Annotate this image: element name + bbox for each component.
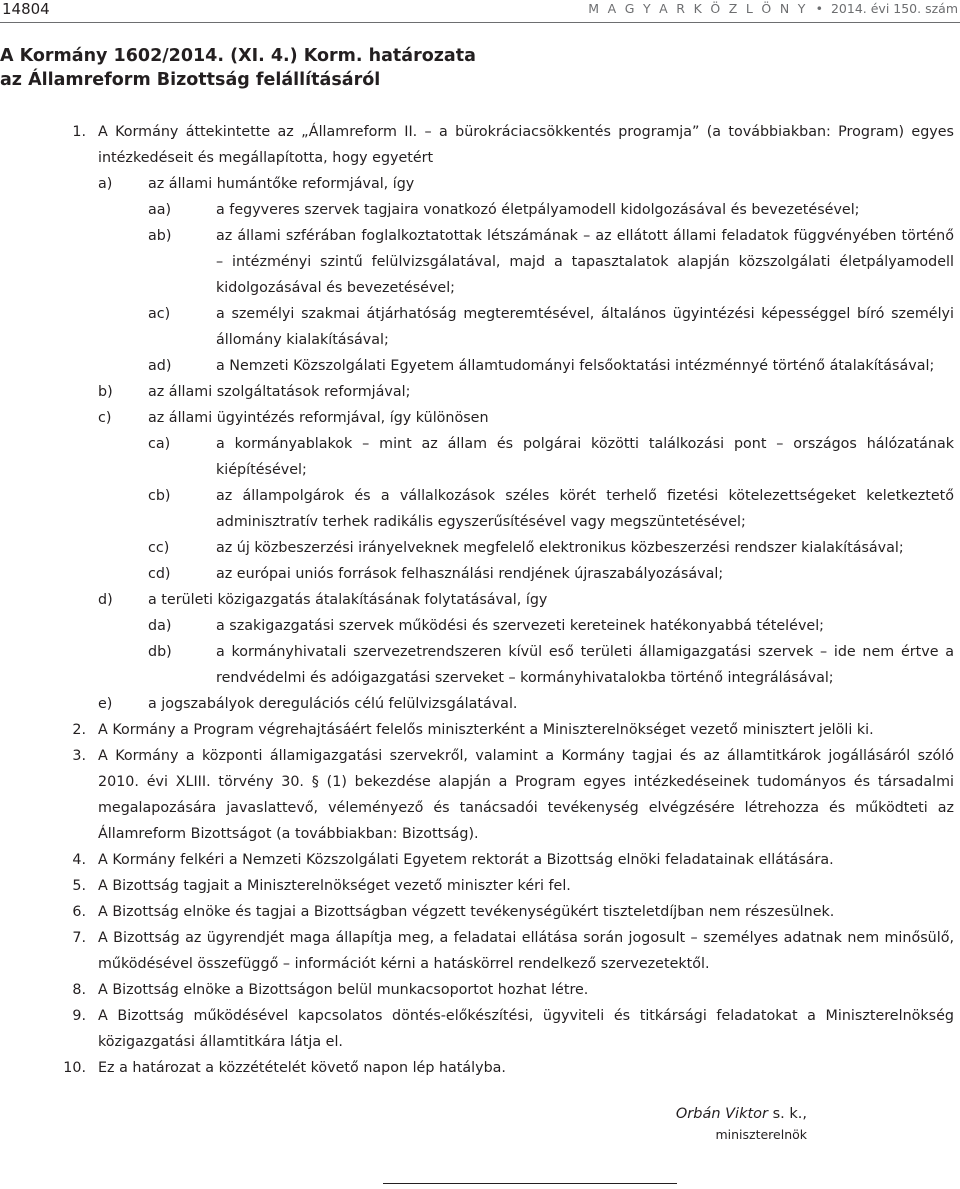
signature-block <box>676 1102 807 1144</box>
point-1 <box>0 119 954 171</box>
subpoint-cc <box>0 535 954 561</box>
point-text: A Kormány a központi államigazgatási szervekről, valamint a Kormány tagjai és az államtitkárok jogállásáról szóló 2010. évi XLIII. törvény 30. § (1) bekezdése alapján a Program egyes intézkedéseinek tudományos és társadalmi megalapozására javaslattevő, véleményező és tanácsadói tevékenység elvégzésére létrehozza és működteti az Államreform Bizottságot (a továbbiakban: Bizottság). <box>98 748 954 842</box>
subpoint-text: a kormányhivatali szervezetrendszeren kívül eső területi államigazgatási szervek – ide nem értve a rendvédelmi és adóigazgatási szerveket – kormányhivatalokba történő integrálásával; <box>216 644 954 686</box>
point-5 <box>0 873 954 899</box>
point-text: A Bizottság tagjait a Miniszterelnökséget vezető miniszter kéri fel. <box>98 878 571 894</box>
end-divider <box>383 1183 677 1184</box>
resolution-body <box>0 119 954 1081</box>
point-text: Ez a határozat a közzétételét követő napon lép hatályba. <box>98 1060 506 1076</box>
point-number: 5. <box>72 878 86 894</box>
subpoint-text: a Nemzeti Közszolgálati Egyetem államtudományi felsőoktatási intézménnyé történő átalakításával; <box>216 358 935 374</box>
subpoint-text: az állami szférában foglalkoztatottak létszámának – az ellátott állami feladatok függvényében történő – intézményi szintű felülvizsgálatával, majd a tapasztalatok alapján közszolgálati életpályamodell kidolgozásával és bevezetésével; <box>216 228 954 296</box>
subpoint-c <box>0 405 954 431</box>
signatory-name: Orbán Viktor <box>675 1106 768 1122</box>
point-text: A Bizottság működésével kapcsolatos döntés-előkészítési, ügyviteli és titkársági feladatokat a Miniszterelnökség közigazgatási államtitkára látja el. <box>98 1008 954 1050</box>
subpoint-a <box>0 171 954 197</box>
journal-title: M A G Y A R K Ö Z L Ö N Y <box>588 1 808 16</box>
subpoint-text: az állami humántőke reformjával, így <box>148 176 415 192</box>
subpoint-aa <box>0 197 954 223</box>
subpoint-label: cb) <box>148 488 171 504</box>
subpoint-label: ca) <box>148 436 171 452</box>
subpoint-ac <box>0 301 954 353</box>
point-number: 1. <box>72 124 86 140</box>
point-text: A Kormány felkéri a Nemzeti Közszolgálati Egyetem rektorát a Bizottság elnöki feladatainak ellátására. <box>98 852 834 868</box>
subpoint-label: d) <box>98 592 113 608</box>
subpoint-text: a személyi szakmai átjárhatóság megteremtésével, általános ügyintézési képességgel bíró személyi állomány kialakításával; <box>216 306 954 348</box>
subpoint-cd <box>0 561 954 587</box>
point-10 <box>0 1055 954 1081</box>
point-8 <box>0 977 954 1003</box>
point-3 <box>0 743 954 847</box>
subpoint-cb <box>0 483 954 535</box>
subpoint-ad <box>0 353 954 379</box>
point-number: 3. <box>72 748 86 764</box>
subpoint-text: a szakigazgatási szervek működési és szervezeti kereteinek hatékonyabbá tételével; <box>216 618 825 634</box>
subpoint-text: az állami ügyintézés reformjával, így különösen <box>148 410 489 426</box>
subpoint-text: az állami szolgáltatások reformjával; <box>148 384 411 400</box>
subpoint-label: c) <box>98 410 112 426</box>
subpoint-label: da) <box>148 618 172 634</box>
signatory <box>676 1102 807 1126</box>
point-2 <box>0 717 954 743</box>
issue-number: 2014. évi 150. szám <box>830 1 958 16</box>
subpoint-label: b) <box>98 384 113 400</box>
point-number: 8. <box>72 982 86 998</box>
page-number: 14804 <box>2 0 50 18</box>
subpoint-label: ac) <box>148 306 171 322</box>
subpoint-label: cd) <box>148 566 171 582</box>
signatory-role: miniszterelnök <box>715 1127 807 1142</box>
subpoint-text: a kormányablakok – mint az állam és polgárai közötti találkozási pont – országos hálózatának kiépítésével; <box>216 436 954 478</box>
point-9 <box>0 1003 954 1055</box>
subpoint-label: e) <box>98 696 113 712</box>
subpoint-text: a jogszabályok deregulációs célú felülvizsgálatával. <box>148 696 518 712</box>
subpoint-text: a fegyveres szervek tagjaira vonatkozó életpályamodell kidolgozásával és bevezetésével; <box>216 202 860 218</box>
point-number: 10. <box>63 1060 86 1076</box>
subpoint-label: ad) <box>148 358 172 374</box>
subpoint-db <box>0 639 954 691</box>
subpoint-ca <box>0 431 954 483</box>
subpoint-text: az európai uniós források felhasználási rendjének újraszabályozásával; <box>216 566 724 582</box>
signatory-suffix: s. k., <box>768 1106 807 1122</box>
subpoint-e <box>0 691 954 717</box>
point-number: 2. <box>72 722 86 738</box>
resolution-title <box>0 44 476 92</box>
subpoint-text: a területi közigazgatás átalakításának folytatásával, így <box>148 592 548 608</box>
subpoint-d <box>0 587 954 613</box>
title-line-1: A Kormány 1602/2014. (XI. 4.) Korm. határozata <box>0 46 476 66</box>
subpoint-label: db) <box>148 644 172 660</box>
subpoint-label: a) <box>98 176 113 192</box>
point-number: 7. <box>72 930 86 946</box>
subpoint-label: cc) <box>148 540 170 556</box>
point-number: 6. <box>72 904 86 920</box>
subpoint-ab <box>0 223 954 301</box>
subpoint-label: ab) <box>148 228 172 244</box>
point-text: A Kormány áttekintette az „Államreform II. – a bürokráciacsökkentés programja” (a továbbiakban: Program) egyes intézkedéseit és megállapította, hogy egyetért <box>98 124 954 166</box>
point-text: A Bizottság elnöke a Bizottságon belül munkacsoportot hozhat létre. <box>98 982 589 998</box>
point-number: 9. <box>72 1008 86 1024</box>
point-4 <box>0 847 954 873</box>
point-7 <box>0 925 954 977</box>
journal-header <box>588 1 958 17</box>
point-text: A Bizottság elnöke és tagjai a Bizottságban végzett tevékenységükért tiszteletdíjban nem részesülnek. <box>98 904 835 920</box>
point-number: 4. <box>72 852 86 868</box>
subpoint-text: az új közbeszerzési irányelveknek megfelelő elektronikus közbeszerzési rendszer kialakításával; <box>216 540 904 556</box>
subpoint-text: az állampolgárok és a vállalkozások széles körét terhelő fizetési kötelezettségeket keletkeztető adminisztratív terhek radikális egyszerűsítésével vagy megszüntetésével; <box>216 488 954 530</box>
subpoint-da <box>0 613 954 639</box>
header-bullet: • <box>815 1 824 16</box>
point-text: A Kormány a Program végrehajtásáért felelős miniszterként a Miniszterelnökséget vezető minisztert jelöli ki. <box>98 722 874 738</box>
title-line-2: az Államreform Bizottság felállításáról <box>0 70 381 90</box>
point-text: A Bizottság az ügyrendjét maga állapítja meg, a feladatai ellátása során jogosult – személyes adatnak nem minősülő, működésével összefüggő – információt kérni a hatáskörrel rendelkező szervezetektől. <box>98 930 954 972</box>
point-6 <box>0 899 954 925</box>
header-divider <box>0 22 960 23</box>
page-header <box>0 0 960 22</box>
subpoint-b <box>0 379 954 405</box>
subpoint-label: aa) <box>148 202 172 218</box>
